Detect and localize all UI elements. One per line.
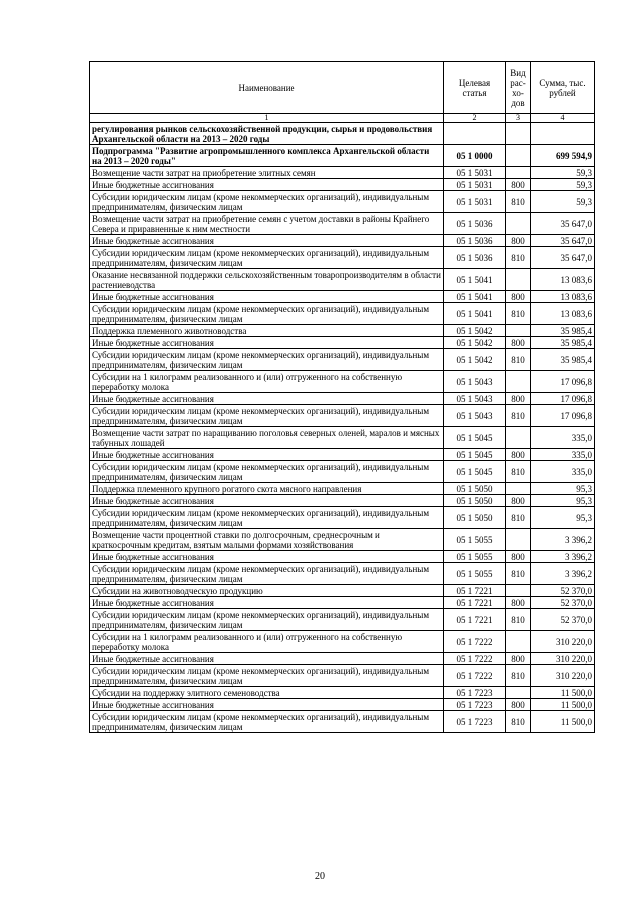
header-name: Наименование bbox=[90, 62, 444, 114]
table-row bbox=[90, 495, 595, 507]
cell-code: 05 1 5031 bbox=[444, 191, 506, 213]
cell-vid: 800 bbox=[506, 653, 531, 665]
cell-code: 05 1 5041 bbox=[444, 269, 506, 291]
budget-table bbox=[89, 61, 595, 733]
cell-name: Иные бюджетные ассигнования bbox=[90, 179, 444, 191]
cell-sum: 699 594,9 bbox=[531, 145, 595, 167]
cell-vid bbox=[506, 529, 531, 551]
table-row bbox=[90, 449, 595, 461]
cell-sum: 3 396,2 bbox=[531, 563, 595, 585]
cell-name: Иные бюджетные ассигнования bbox=[90, 551, 444, 563]
cell-vid: 800 bbox=[506, 291, 531, 303]
cell-sum: 335,0 bbox=[531, 427, 595, 449]
cell-code: 05 1 5042 bbox=[444, 325, 506, 337]
cell-sum: 335,0 bbox=[531, 461, 595, 483]
cell-name: Иные бюджетные ассигнования bbox=[90, 597, 444, 609]
cell-sum: 310 220,0 bbox=[531, 653, 595, 665]
cell-name: Иные бюджетные ассигнования bbox=[90, 393, 444, 405]
cell-sum: 59,3 bbox=[531, 167, 595, 179]
cell-sum bbox=[531, 123, 595, 145]
cell-sum: 310 220,0 bbox=[531, 665, 595, 687]
table-row bbox=[90, 325, 595, 337]
cell-code: 05 1 5031 bbox=[444, 167, 506, 179]
cell-vid bbox=[506, 427, 531, 449]
cell-code: 05 1 5043 bbox=[444, 393, 506, 405]
table-row bbox=[90, 461, 595, 483]
table-row bbox=[90, 371, 595, 393]
col-number-1: 1 bbox=[90, 114, 444, 123]
cell-vid bbox=[506, 269, 531, 291]
cell-name: Иные бюджетные ассигнования bbox=[90, 699, 444, 711]
table-row bbox=[90, 529, 595, 551]
cell-code: 05 1 7221 bbox=[444, 597, 506, 609]
cell-sum: 17 096,8 bbox=[531, 405, 595, 427]
table-row bbox=[90, 405, 595, 427]
cell-code: 05 1 7222 bbox=[444, 631, 506, 653]
cell-sum: 11 500,0 bbox=[531, 699, 595, 711]
cell-vid: 810 bbox=[506, 609, 531, 631]
table-row bbox=[90, 563, 595, 585]
table-row bbox=[90, 687, 595, 699]
cell-code: 05 1 7222 bbox=[444, 665, 506, 687]
cell-vid bbox=[506, 145, 531, 167]
cell-name: Субсидии юридическим лицам (кроме некоммерческих организаций), индивидуальным предпринимателям, физическим лицам bbox=[90, 191, 444, 213]
table-row bbox=[90, 179, 595, 191]
col-number-3: 3 bbox=[506, 114, 531, 123]
table-row bbox=[90, 235, 595, 247]
cell-name: Иные бюджетные ассигнования bbox=[90, 495, 444, 507]
cell-vid: 800 bbox=[506, 551, 531, 563]
cell-name: Поддержка племенного животноводства bbox=[90, 325, 444, 337]
table-row bbox=[90, 631, 595, 653]
cell-code: 05 1 5043 bbox=[444, 405, 506, 427]
column-numbers-row bbox=[90, 114, 595, 123]
table-row bbox=[90, 269, 595, 291]
table-row bbox=[90, 699, 595, 711]
cell-sum: 59,3 bbox=[531, 179, 595, 191]
cell-vid: 810 bbox=[506, 247, 531, 269]
header-vid: Вид рас- хо- дов bbox=[506, 62, 531, 114]
cell-name: Субсидии юридическим лицам (кроме некоммерческих организаций), индивидуальным предпринимателям, физическим лицам bbox=[90, 563, 444, 585]
cell-code: 05 1 5045 bbox=[444, 427, 506, 449]
cell-sum: 95,3 bbox=[531, 483, 595, 495]
cell-sum: 95,3 bbox=[531, 495, 595, 507]
cell-name: Субсидии юридическим лицам (кроме некоммерческих организаций), индивидуальным предпринимателям, физическим лицам bbox=[90, 609, 444, 631]
cell-name: Возмещение части процентной ставки по долгосрочным, среднесрочным и краткосрочным кредитам, взятым малыми формами хозяйствования bbox=[90, 529, 444, 551]
cell-name: Подпрограмма "Развитие агропромышленного комплекса Архангельской области на 2013 – 2020 годы" bbox=[90, 145, 444, 167]
cell-name: Оказание несвязанной поддержки сельскохозяйственным товаропроизводителям в области растениеводства bbox=[90, 269, 444, 291]
cell-sum: 59,3 bbox=[531, 191, 595, 213]
cell-vid: 800 bbox=[506, 179, 531, 191]
cell-name: Субсидии юридическим лицам (кроме некоммерческих организаций), индивидуальным предпринимателям, физическим лицам bbox=[90, 665, 444, 687]
cell-code: 05 1 5042 bbox=[444, 337, 506, 349]
cell-vid bbox=[506, 483, 531, 495]
table-row bbox=[90, 507, 595, 529]
cell-vid: 810 bbox=[506, 665, 531, 687]
table-row bbox=[90, 303, 595, 325]
cell-vid bbox=[506, 585, 531, 597]
cell-vid: 800 bbox=[506, 597, 531, 609]
table-row bbox=[90, 167, 595, 179]
cell-code: 05 1 7223 bbox=[444, 711, 506, 733]
cell-code: 05 1 5055 bbox=[444, 563, 506, 585]
header-code: Целевая статья bbox=[444, 62, 506, 114]
cell-sum: 35 647,0 bbox=[531, 213, 595, 235]
cell-code: 05 1 5041 bbox=[444, 303, 506, 325]
cell-sum: 310 220,0 bbox=[531, 631, 595, 653]
cell-name: регулирования рынков сельскохозяйственной продукции, сырья и продовольствия Архангельской области на 2013 – 2020 годы bbox=[90, 123, 444, 145]
cell-code: 05 1 5045 bbox=[444, 461, 506, 483]
cell-vid bbox=[506, 687, 531, 699]
table-row bbox=[90, 213, 595, 235]
cell-sum: 13 083,6 bbox=[531, 303, 595, 325]
cell-sum: 35 647,0 bbox=[531, 235, 595, 247]
cell-sum: 335,0 bbox=[531, 449, 595, 461]
cell-vid bbox=[506, 213, 531, 235]
table-row bbox=[90, 291, 595, 303]
cell-code: 05 1 5055 bbox=[444, 529, 506, 551]
cell-name: Возмещение части затрат на приобретение семян с учетом доставки в районы Крайнего Севера и приравненные к ним местности bbox=[90, 213, 444, 235]
cell-code bbox=[444, 123, 506, 145]
cell-name: Субсидии на 1 килограмм реализованного и (или) отгруженного на собственную переработку молока bbox=[90, 631, 444, 653]
cell-name: Иные бюджетные ассигнования bbox=[90, 235, 444, 247]
cell-vid: 810 bbox=[506, 563, 531, 585]
table-row bbox=[90, 145, 595, 167]
cell-vid: 810 bbox=[506, 191, 531, 213]
cell-name: Субсидии на 1 килограмм реализованного и (или) отгруженного на собственную переработку молока bbox=[90, 371, 444, 393]
page-number: 20 bbox=[315, 871, 325, 882]
cell-sum: 35 985,4 bbox=[531, 325, 595, 337]
cell-name: Субсидии на животноводческую продукцию bbox=[90, 585, 444, 597]
col-number-4: 4 bbox=[531, 114, 595, 123]
cell-name: Иные бюджетные ассигнования bbox=[90, 337, 444, 349]
cell-name: Субсидии юридическим лицам (кроме некоммерческих организаций), индивидуальным предпринимателям, физическим лицам bbox=[90, 405, 444, 427]
cell-sum: 35 647,0 bbox=[531, 247, 595, 269]
cell-vid: 810 bbox=[506, 405, 531, 427]
cell-vid: 810 bbox=[506, 349, 531, 371]
table-row bbox=[90, 427, 595, 449]
cell-name: Возмещение части затрат по наращиванию поголовья северных оленей, маралов и мясных табунных лошадей bbox=[90, 427, 444, 449]
cell-name: Субсидии юридическим лицам (кроме некоммерческих организаций), индивидуальным предпринимателям, физическим лицам bbox=[90, 349, 444, 371]
cell-sum: 3 396,2 bbox=[531, 551, 595, 563]
cell-sum: 17 096,8 bbox=[531, 393, 595, 405]
cell-name: Субсидии юридическим лицам (кроме некоммерческих организаций), индивидуальным предпринимателям, физическим лицам bbox=[90, 247, 444, 269]
cell-vid bbox=[506, 167, 531, 179]
cell-code: 05 1 5055 bbox=[444, 551, 506, 563]
table-header-row bbox=[90, 62, 595, 114]
cell-sum: 17 096,8 bbox=[531, 371, 595, 393]
cell-code: 05 1 5031 bbox=[444, 179, 506, 191]
cell-name: Субсидии юридическим лицам (кроме некоммерческих организаций), индивидуальным предпринимателям, физическим лицам bbox=[90, 711, 444, 733]
cell-vid: 800 bbox=[506, 393, 531, 405]
table-row bbox=[90, 597, 595, 609]
cell-name: Возмещение части затрат на приобретение элитных семян bbox=[90, 167, 444, 179]
budget-table-container bbox=[89, 61, 590, 733]
cell-vid bbox=[506, 631, 531, 653]
cell-sum: 3 396,2 bbox=[531, 529, 595, 551]
cell-sum: 13 083,6 bbox=[531, 269, 595, 291]
cell-code: 05 1 5036 bbox=[444, 247, 506, 269]
cell-vid: 810 bbox=[506, 507, 531, 529]
table-row bbox=[90, 609, 595, 631]
table-row bbox=[90, 665, 595, 687]
cell-vid: 800 bbox=[506, 495, 531, 507]
cell-vid bbox=[506, 325, 531, 337]
cell-sum: 52 370,0 bbox=[531, 597, 595, 609]
table-row bbox=[90, 191, 595, 213]
table-row bbox=[90, 337, 595, 349]
cell-code: 05 1 7223 bbox=[444, 699, 506, 711]
cell-name: Субсидии юридическим лицам (кроме некоммерческих организаций), индивидуальным предпринимателям, физическим лицам bbox=[90, 303, 444, 325]
cell-sum: 95,3 bbox=[531, 507, 595, 529]
cell-sum: 35 985,4 bbox=[531, 349, 595, 371]
cell-vid bbox=[506, 123, 531, 145]
table-row bbox=[90, 247, 595, 269]
cell-code: 05 1 5042 bbox=[444, 349, 506, 371]
cell-vid: 810 bbox=[506, 711, 531, 733]
cell-vid: 800 bbox=[506, 699, 531, 711]
cell-vid bbox=[506, 371, 531, 393]
col-number-2: 2 bbox=[444, 114, 506, 123]
cell-sum: 52 370,0 bbox=[531, 585, 595, 597]
cell-code: 05 1 7221 bbox=[444, 609, 506, 631]
cell-name: Субсидии юридическим лицам (кроме некоммерческих организаций), индивидуальным предпринимателям, физическим лицам bbox=[90, 507, 444, 529]
cell-sum: 13 083,6 bbox=[531, 291, 595, 303]
cell-vid: 810 bbox=[506, 303, 531, 325]
table-row bbox=[90, 711, 595, 733]
table-row bbox=[90, 483, 595, 495]
cell-name: Поддержка племенного крупного рогатого скота мясного направления bbox=[90, 483, 444, 495]
table-row bbox=[90, 653, 595, 665]
cell-code: 05 1 5041 bbox=[444, 291, 506, 303]
cell-code: 05 1 5036 bbox=[444, 213, 506, 235]
cell-vid: 800 bbox=[506, 235, 531, 247]
cell-name: Иные бюджетные ассигнования bbox=[90, 449, 444, 461]
cell-vid: 800 bbox=[506, 337, 531, 349]
cell-sum: 35 985,4 bbox=[531, 337, 595, 349]
cell-sum: 11 500,0 bbox=[531, 711, 595, 733]
cell-code: 05 1 7222 bbox=[444, 653, 506, 665]
cell-code: 05 1 5043 bbox=[444, 371, 506, 393]
cell-sum: 52 370,0 bbox=[531, 609, 595, 631]
cell-sum: 11 500,0 bbox=[531, 687, 595, 699]
cell-vid: 810 bbox=[506, 461, 531, 483]
cell-code: 05 1 0000 bbox=[444, 145, 506, 167]
header-sum: Сумма, тыс. рублей bbox=[531, 62, 595, 114]
cell-code: 05 1 7221 bbox=[444, 585, 506, 597]
cell-code: 05 1 5045 bbox=[444, 449, 506, 461]
table-body bbox=[90, 123, 595, 733]
cell-name: Иные бюджетные ассигнования bbox=[90, 291, 444, 303]
cell-code: 05 1 5036 bbox=[444, 235, 506, 247]
cell-name: Субсидии на поддержку элитного семеноводства bbox=[90, 687, 444, 699]
cell-code: 05 1 5050 bbox=[444, 495, 506, 507]
table-row bbox=[90, 585, 595, 597]
cell-vid: 800 bbox=[506, 449, 531, 461]
table-row bbox=[90, 349, 595, 371]
table-row bbox=[90, 393, 595, 405]
table-row bbox=[90, 123, 595, 145]
cell-name: Субсидии юридическим лицам (кроме некоммерческих организаций), индивидуальным предпринимателям, физическим лицам bbox=[90, 461, 444, 483]
cell-code: 05 1 7223 bbox=[444, 687, 506, 699]
table-row bbox=[90, 551, 595, 563]
cell-code: 05 1 5050 bbox=[444, 507, 506, 529]
cell-name: Иные бюджетные ассигнования bbox=[90, 653, 444, 665]
cell-code: 05 1 5050 bbox=[444, 483, 506, 495]
